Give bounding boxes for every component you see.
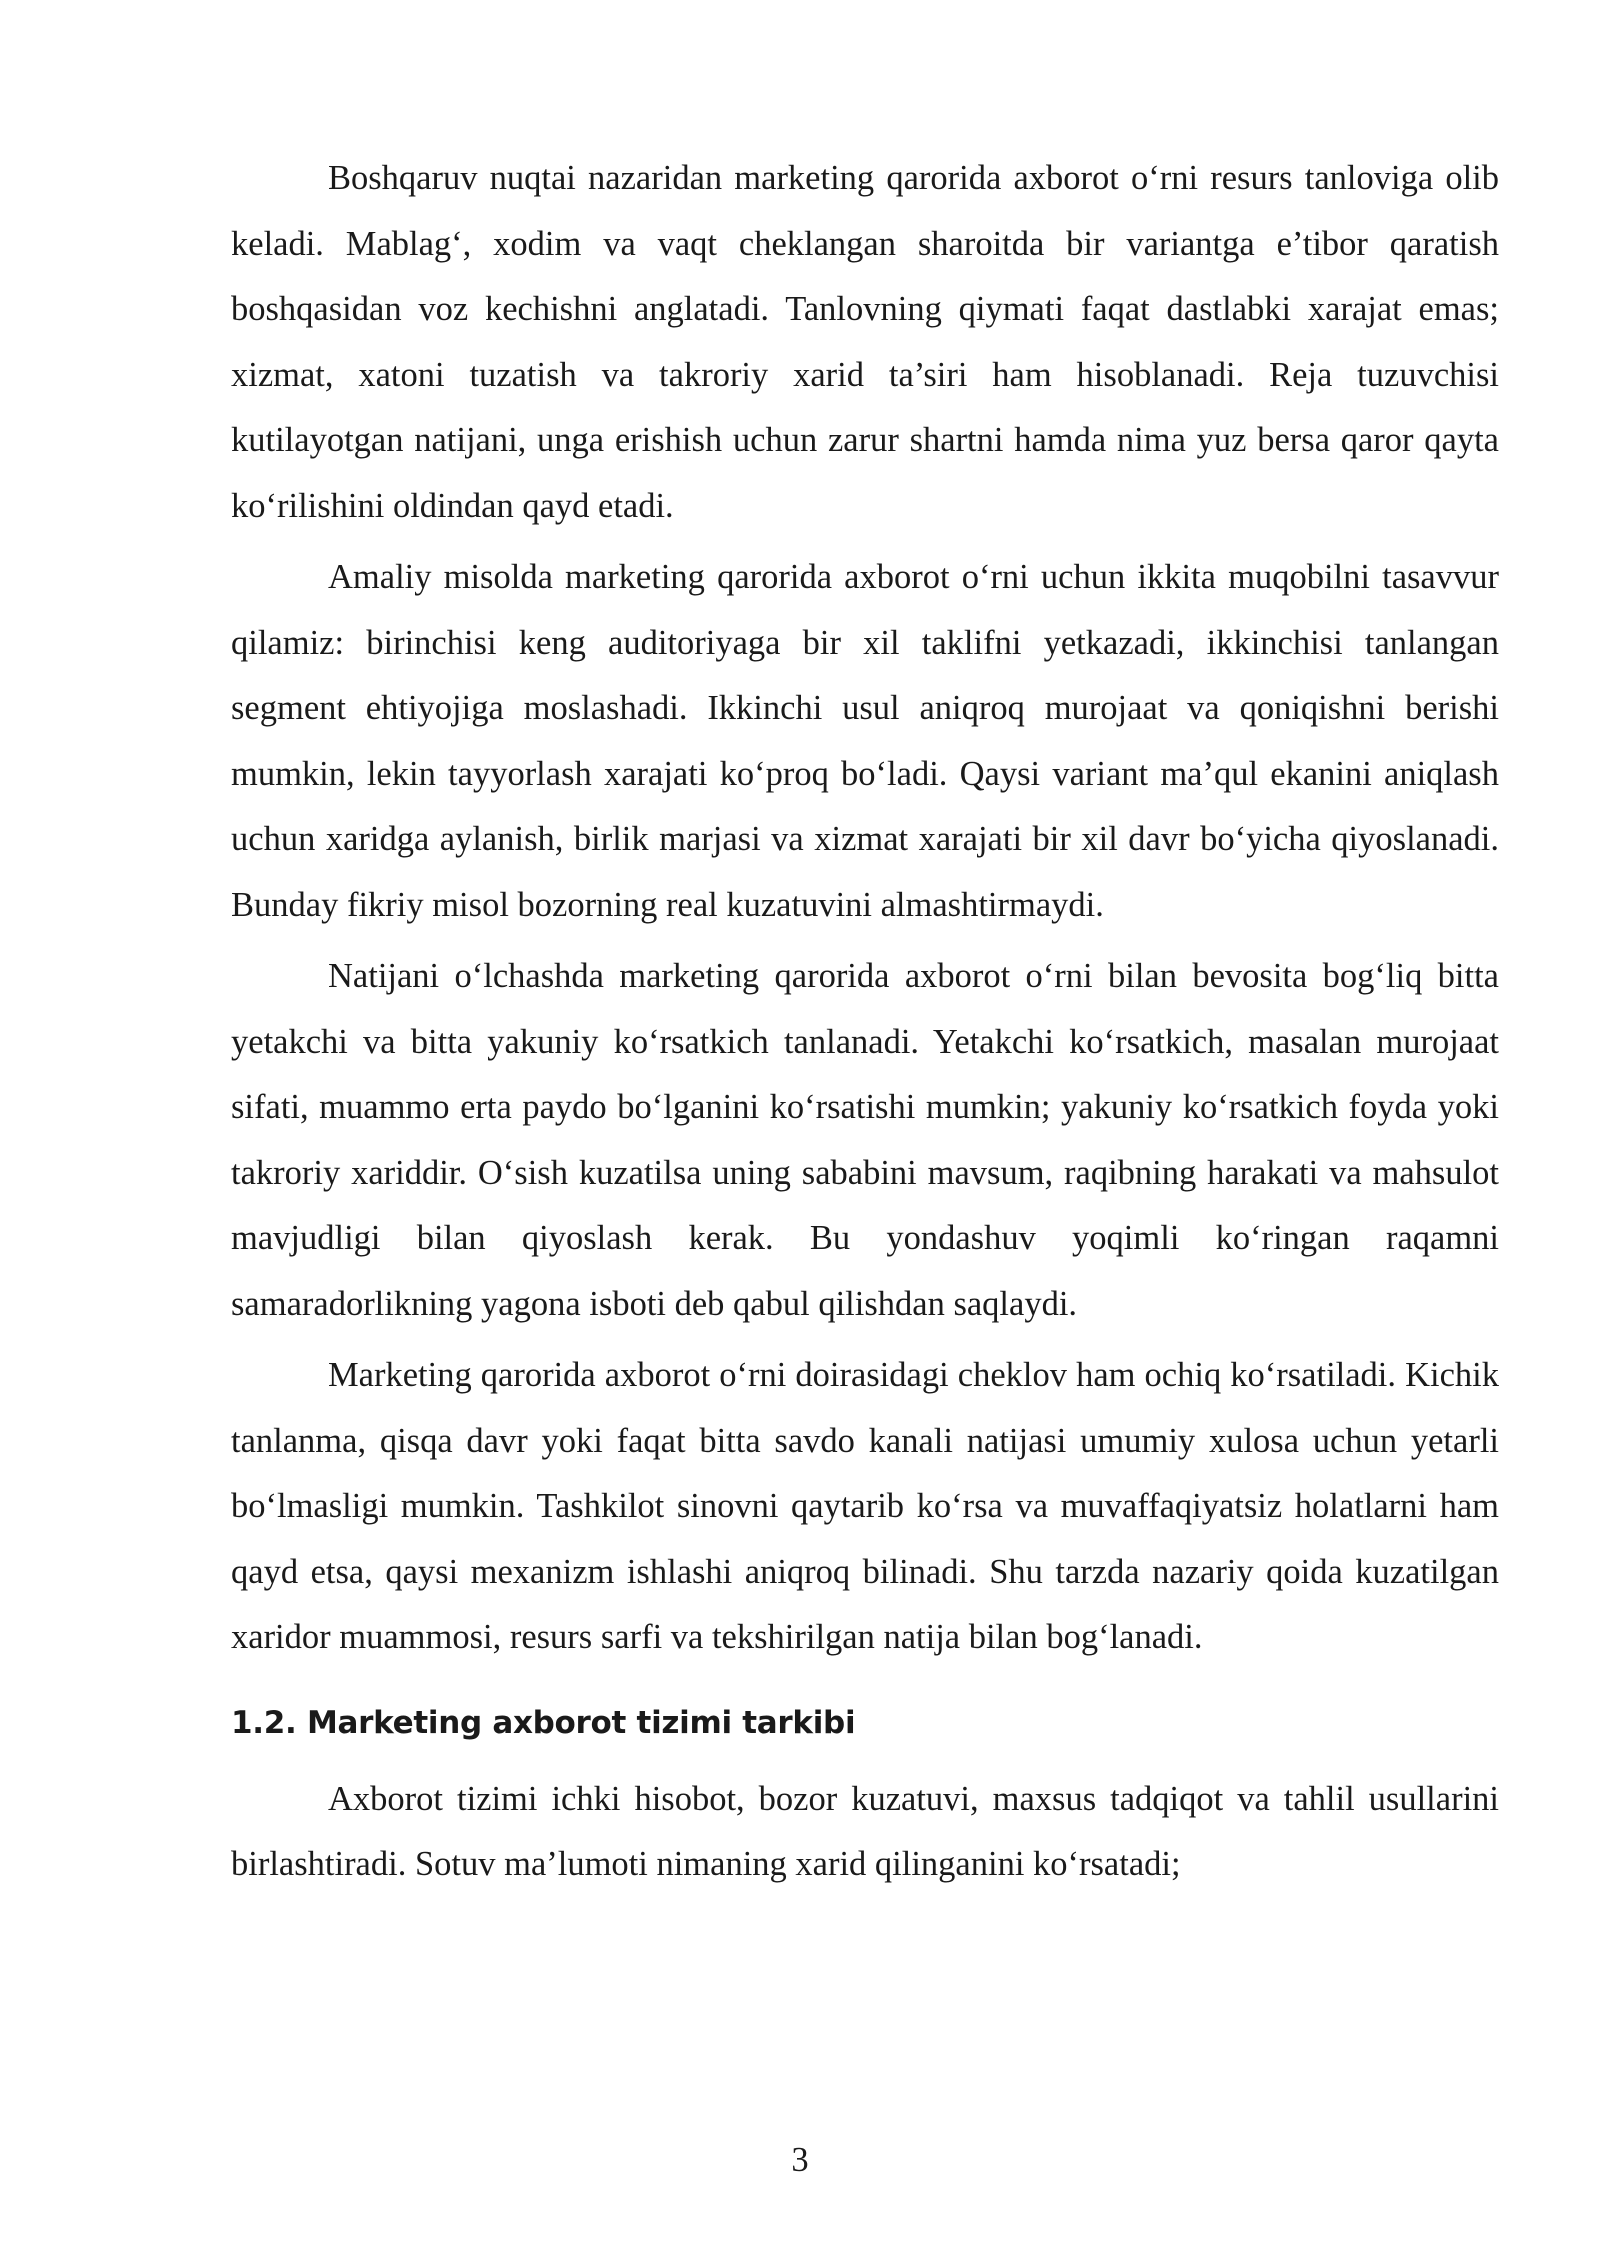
page-number: 3 — [791, 2141, 809, 2179]
paragraph-information-system: Axborot tizimi ichki hisobot, bozor kuzatuvi, maxsus tadqiqot va tahlil usullarini birlashtiradi. Sotuv ma’lumoti nimaning xarid qilinganini ko‘rsatadi; — [231, 1779, 1499, 1883]
paragraph-measuring-results: Natijani o‘lchashda marketing qarorida axborot o‘rni bilan bevosita bog‘liq bitta yetakchi va bitta yakuniy ko‘rsatkich tanlanadi. Yetakchi ko‘rsatkich, masalan murojaat sifati, muammo erta paydo bo‘lganini ko‘rsatishi mumkin; yakuniy ko‘rsatkich foyda yoki takroriy xariddir. O‘sish kuzatilsa uning sababini mavsum, raqibning harakati va mahsulot mavjudligi bilan qiyoslash kerak. Bu yondashuv yoqimli ko‘ringan raqamni samaradorlikning yagona isboti deb qabul qilishdan saqlaydi. — [231, 957, 1499, 1323]
section-heading: 1.2. Marketing axborot tizimi tarkibi — [231, 1704, 856, 1741]
paragraph-resource-choice: Boshqaruv nuqtai nazaridan marketing qarorida axborot o‘rni resurs tanloviga olib keladi. Mablag‘, xodim va vaqt cheklangan sharoitda bir variantga e’tibor qaratish boshqasidan voz kechishni anglatadi. Tanlovning qiymati faqat dastlabki xarajat emas; xizmat, xatoni tuzatish va takroriy xarid ta’siri ham hisoblanadi. Reja tuzuvchisi kutilayotgan natijani, unga erishish uchun zarur shartni hamda nima yuz bersa qaror qayta ko‘rilishini oldindan qayd etadi. — [231, 159, 1499, 525]
page-body — [231, 146, 1499, 1904]
paragraph-limitations: Marketing qarorida axborot o‘rni doirasidagi cheklov ham ochiq ko‘rsatiladi. Kichik tanlanma, qisqa davr yoki faqat bitta savdo kanali natijasi umumiy xulosa uchun yetarli bo‘lmasligi mumkin. Tashkilot sinovni qaytarib ko‘rsa va muvaffaqiyatsiz holatlarni ham qayd etsa, qaysi mexanizm ishlashi aniqroq bilinadi. Shu tarzda nazariy qoida kuzatilgan xaridor muammosi, resurs sarfi va tekshirilgan natija bilan bog‘lanadi. — [231, 1356, 1499, 1656]
paragraph-practical-example: Amaliy misolda marketing qarorida axborot o‘rni uchun ikkita muqobilni tasavvur qilamiz: birinchisi keng auditoriyaga bir xil taklifni yetkazadi, ikkinchisi tanlangan segment ehtiyojiga moslashadi. Ikkinchi usul aniqroq murojaat va qoniqishni berishi mumkin, lekin tayyorlash xarajati ko‘proq bo‘ladi. Qaysi variant ma’qul ekanini aniqlash uchun xaridga aylanish, birlik marjasi va xizmat xarajati bir xil davr bo‘yicha qiyoslanadi. Bunday fikriy misol bozorning real kuzatuvini almashtirmaydi. — [231, 558, 1499, 924]
